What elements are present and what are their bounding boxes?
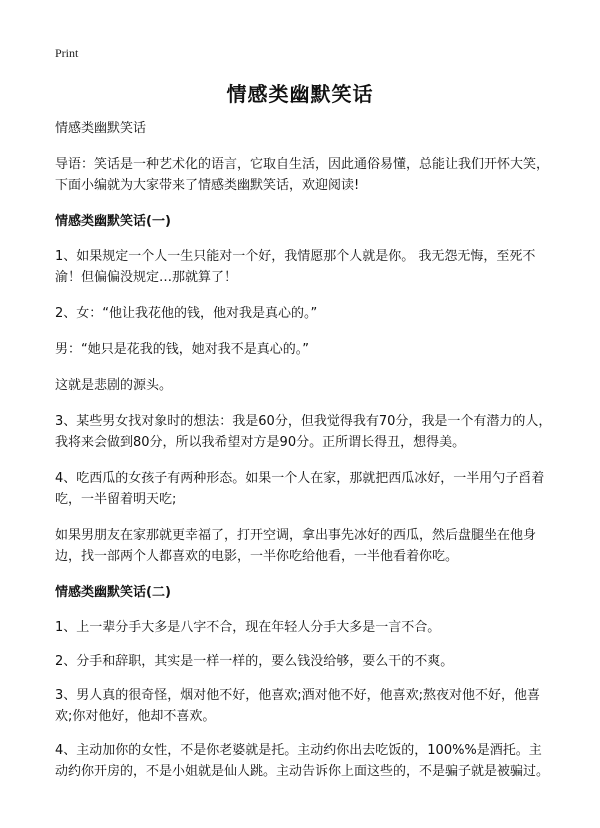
section-heading-2: 情感类幽默笑话(二)	[55, 585, 171, 600]
paragraph: 2、分手和辞职，其实是一样一样的，要么钱没给够，要么干的不爽。	[55, 654, 454, 669]
paragraph: 3、某些男女找对象时的想法：我是60分，但我觉得我有70分，我是一个有潜力的人，我将来会做到80分，所以我希望对方是90分。正所谓长得丑，想得美。	[55, 414, 552, 450]
paragraph: 4、吃西瓜的女孩子有两种形态。如果一个人在家，那就把西瓜冰好，一半用勺子舀着吃，一半留着明天吃;	[55, 471, 545, 507]
intro-paragraph: 导语：笑话是一种艺术化的语言，它取自生活，因此通俗易懂，总能让我们开怀大笑，下面小编就为大家带来了情感类幽默笑话，欢迎阅读!	[55, 157, 550, 193]
paragraph: 3、男人真的很奇怪，烟对他不好，他喜欢;酒对他不好，他喜欢;熬夜对他不好，他喜欢;你对他好，他却不喜欢。	[55, 688, 541, 724]
section-heading-1: 情感类幽默笑话(一)	[55, 214, 171, 229]
paragraph: 4、主动加你的女性，不是你老婆就是托。主动约你出去吃饭的，100%%是酒托。主动约你开房的，不是小姐就是仙人跳。主动告诉你上面这些的，不是骗子就是被骗过。	[55, 743, 550, 779]
article-body	[55, 118, 553, 795]
subtitle: 情感类幽默笑话	[55, 121, 147, 136]
paragraph: 2、女：“他让我花他的钱，他对我是真心的。”	[55, 306, 318, 321]
paragraph: 这就是悲剧的源头。	[55, 378, 173, 393]
print-label: Print	[55, 46, 79, 60]
paragraph: 1、如果规定一个人一生只能对一个好，我情愿那个人就是你。 我无怨无悔，至死不渝！但偏偏没规定…那就算了！	[55, 249, 536, 285]
paragraph: 如果男朋友在家那就更幸福了，打开空调，拿出事先冰好的西瓜，然后盘腿坐在他身边，找一部两个人都喜欢的电影，一半你吃给他看，一半他看着你吃。	[55, 528, 537, 564]
page-title: 情感类幽默笑话	[226, 82, 374, 106]
paragraph: 男：“她只是花我的钱，她对我不是真心的。”	[55, 342, 309, 357]
paragraph: 1、上一辈分手大多是八字不合，现在年轻人分手大多是一言不合。	[55, 620, 441, 635]
